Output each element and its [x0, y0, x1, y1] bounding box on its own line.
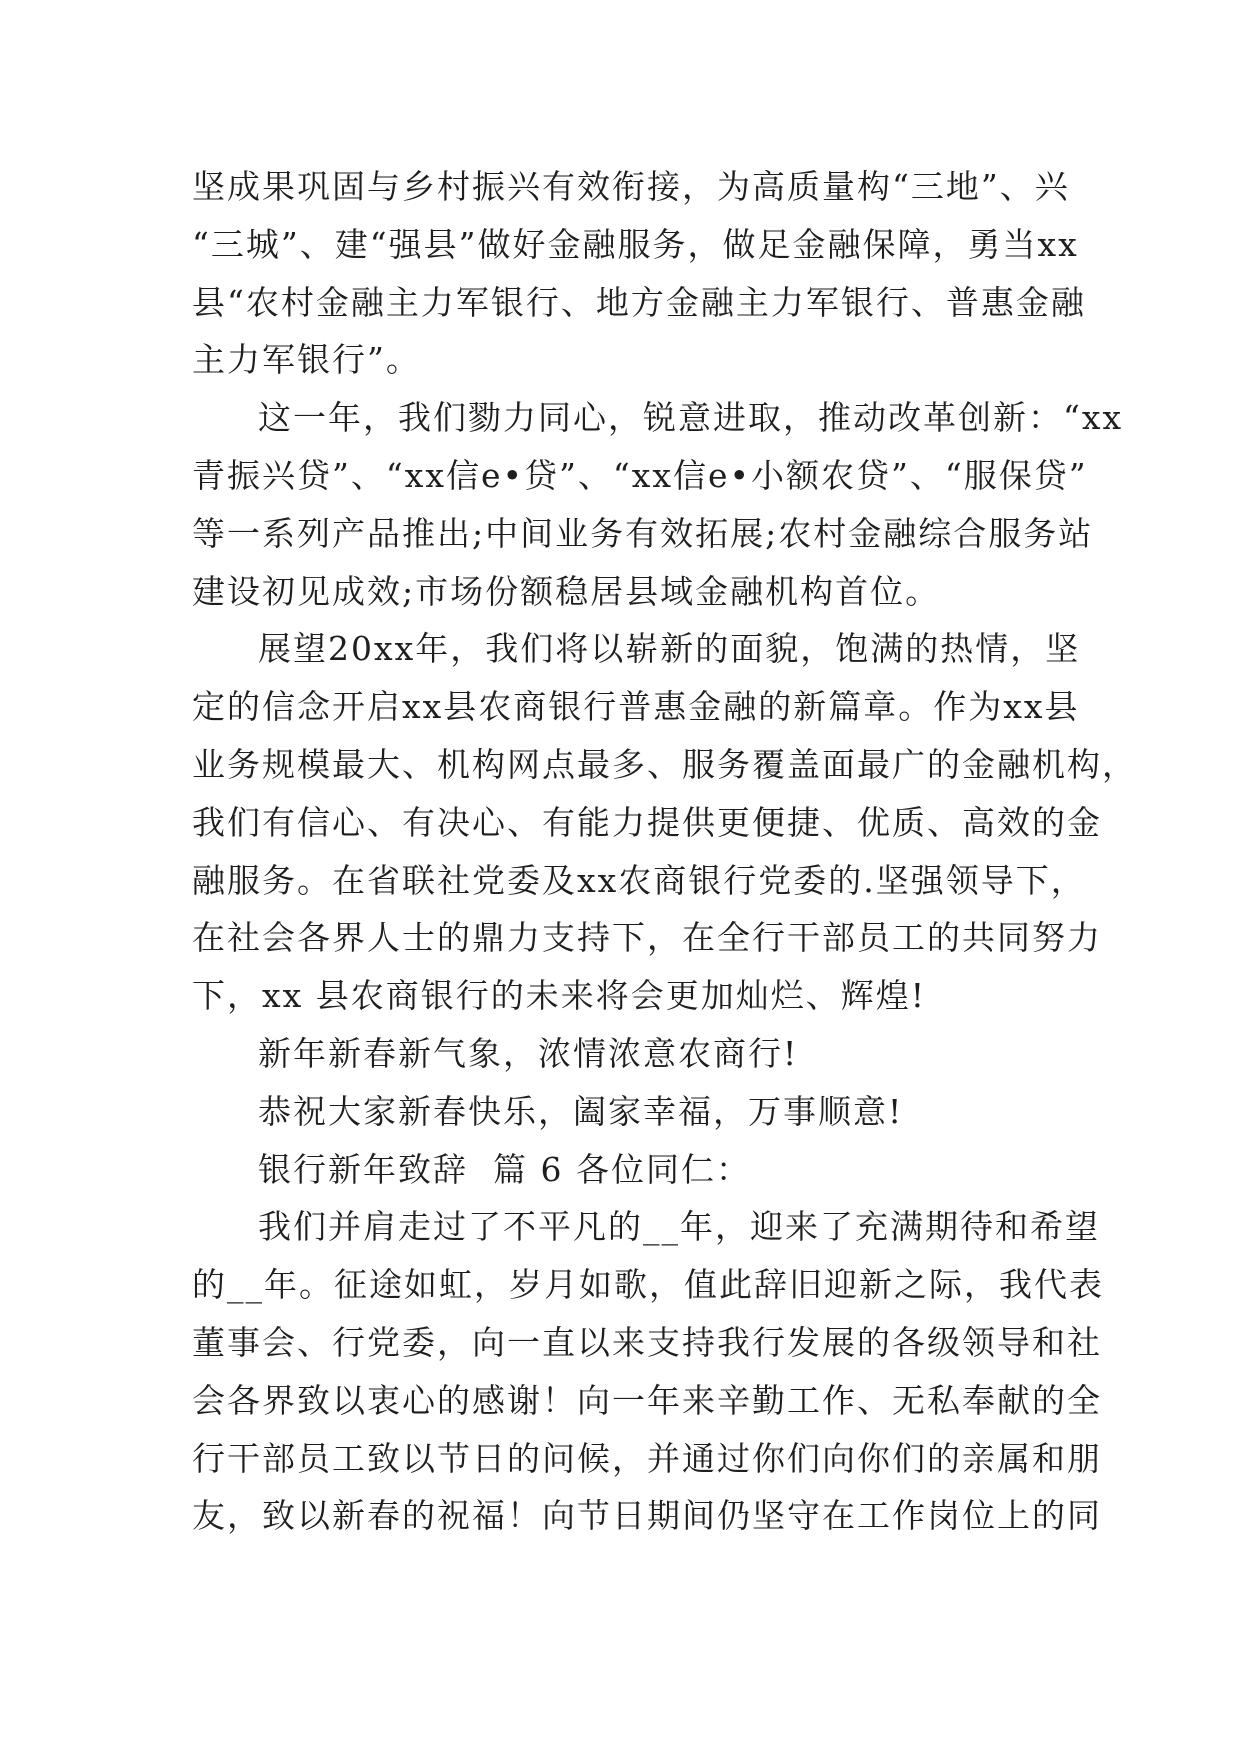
paragraph — [192, 158, 1086, 389]
text-line: 我 们 并 肩 走 过 了 不 平 凡 的 __ 年 ， 迎 来 了 充 满 期 待 和 希 望 — [258, 1207, 1100, 1247]
text-line: 行 干 部 员 工 致 以 节 日 的 问 候 ， 并 通 过 你 们 向 你 们 的 亲 属 和 朋 — [192, 1438, 1102, 1478]
text-line: 县 “ 农 村 金 融 主 力 军 银 行 、 地 方 金 融 主 力 军 银 行 、 普 惠 金 融 — [192, 282, 1086, 322]
text-line: 这 一 年 ， 我 们 勠 力 同 心 ， 锐 意 进 取 ， 推 动 改 革 创 新 ： “ xx — [258, 398, 1124, 438]
document-body — [192, 158, 1137, 1545]
text-line: 友 ， 致 以 新 春 的 祝 福 ！ 向 节 日 期 间 仍 坚 守 在 工 作 岗 位 上 的 同 — [192, 1496, 1102, 1536]
text-line: 的 __ 年 。 征 途 如 虹 ， 岁 月 如 歌 ， 值 此 辞 旧 迎 新 之 际 ， 我 代 表 — [192, 1265, 1104, 1305]
text-line: 董 事 会 、 行 党 委 ， 向 一 直 以 来 支 持 我 行 发 展 的 各 级 领 导 和 社 — [192, 1322, 1102, 1362]
text-line: 青 振 兴 贷 ” 、 “ xx 信 e• 贷 ” 、 “ xx 信 e• 小 额 农 贷 ” 、 “ 服 保 贷 ” — [192, 455, 1088, 495]
text-line: 会 各 界 致 以 衷 心 的 感 谢 ！ 向 一 年 来 辛 勤 工 作 、 无 私 奉 献 的 全 — [192, 1380, 1102, 1420]
section-heading-line: 银行新年致辞 篇 6 各位同仁： — [258, 1149, 751, 1189]
text-line: 下，xx 县农商银行的未来将会更加灿烂、辉煌! — [192, 976, 926, 1016]
text-line: 新年新春新气象，浓情浓意农商行! — [258, 1033, 799, 1073]
text-line: 在 社 会 各 界 人 士 的 鼎 力 支 持 下 ， 在 全 行 干 部 员 工 的 共 同 努 力 — [192, 918, 1102, 958]
paragraph — [192, 1198, 1104, 1545]
text-line: 恭祝大家新春快乐，阖家幸福，万事顺意! — [258, 1091, 904, 1131]
paragraph — [192, 1083, 1052, 1141]
text-line: 展 望 20xx 年 ， 我 们 将 以 崭 新 的 面 貌 ， 饱 满 的 热 情 ， 坚 — [258, 629, 1081, 669]
paragraph — [192, 1141, 1052, 1199]
text-line: 坚 成 果 巩 固 与 乡 村 振 兴 有 效 衔 接 ， 为 高 质 量 构 “ 三 地 ” 、 兴 — [192, 167, 1070, 206]
text-line: 我 们 有 信 心 、 有 决 心 、 有 能 力 提 供 更 便 捷 、 优 质 、 高 效 的 金 — [192, 802, 1102, 842]
text-line: 业 务 规 模 最 大 、 机 构 网 点 最 多 、 服 务 覆 盖 面 最 广 的 金 融 机 构 ， — [192, 744, 1137, 784]
text-line: 融 服 务 。 在 省 联 社 党 委 及 xx 农 商 银 行 党 委 的 . 坚 强 领 导 下 ， — [192, 860, 1086, 900]
text-line: “ 三 城 ” 、 建 “ 强 县 ” 做 好 金 融 服 务 ， 做 足 金 融 保 障 ， 勇 当 xx — [192, 224, 1079, 264]
paragraph — [192, 1025, 1052, 1083]
paragraph — [192, 389, 1124, 620]
paragraph — [192, 620, 1137, 1025]
text-line: 建设初见成效;市场份额稳居县域金融机构首位。 — [192, 571, 941, 611]
text-line: 定 的 信 念 开 启 xx 县 农 商 银 行 普 惠 金 融 的 新 篇 章 。 作 为 xx 县 — [192, 687, 1080, 727]
text-line: 等 一 系 列 产 品 推 出 ; 中 间 业 务 有 效 拓 展 ; 农 村 金 融 综 合 服 务 站 — [192, 513, 1094, 553]
text-line: 主力军银行”。 — [192, 340, 421, 380]
